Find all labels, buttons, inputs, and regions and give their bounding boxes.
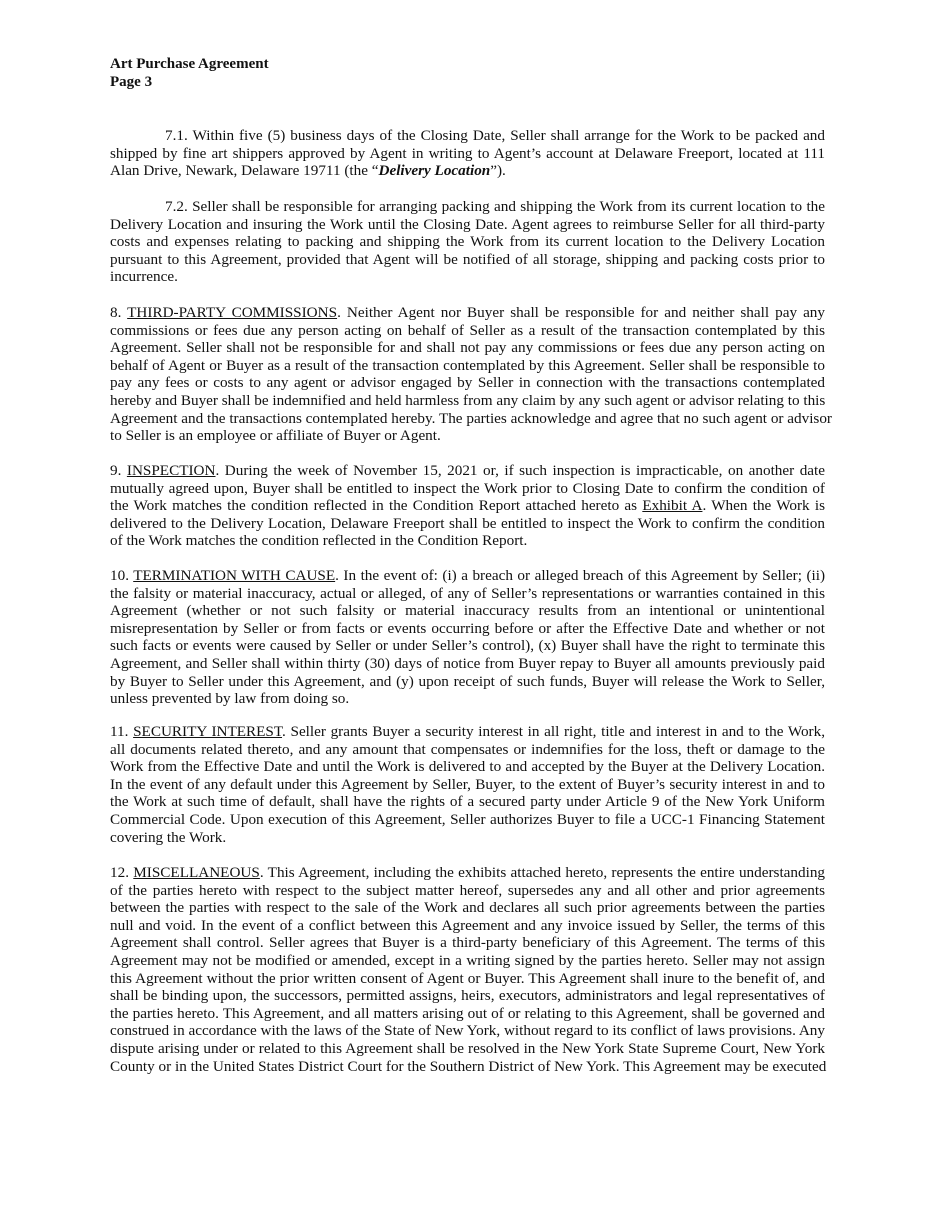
text-line xyxy=(110,602,825,620)
text-run: 8. xyxy=(110,304,128,321)
text-line xyxy=(110,322,825,340)
text-run: 10. xyxy=(110,567,134,584)
text-run: to Seller is an employee or affiliate of Buyer or Agent. xyxy=(110,427,441,445)
text-run: misrepresentation by Seller or from facts or events occurring before or after the Effective Date and whether or not xyxy=(110,619,825,637)
text-run: of the Work matches the condition reflected in the Condition Report. xyxy=(110,532,528,550)
section-7-1 xyxy=(110,127,825,180)
section-heading: SECURITY INTEREST xyxy=(133,723,283,740)
text-run: between the parties with respect to the sale of the Work and declares all such prior agreements between the parties xyxy=(110,899,825,917)
section-11 xyxy=(110,723,825,846)
text-line xyxy=(110,268,825,286)
text-run: . Neither Agent nor Buyer shall be responsible for and neither shall pay any xyxy=(337,304,825,321)
text-line xyxy=(110,864,825,882)
section-8 xyxy=(110,304,832,445)
text-run: . Seller grants Buyer a security interest in all right, title and interest in and to the Work, xyxy=(282,723,825,740)
text-line xyxy=(110,198,825,216)
text-run: all documents related thereto, and any amount that compensates or indemnifies for the loss, theft or damage to the xyxy=(110,740,825,758)
text-line xyxy=(110,1022,825,1040)
text-run: delivered to the Delivery Location, Delaware Freeport shall be entitled to inspect the Work to confirm the condition xyxy=(110,514,825,532)
text-run: Work from the Effective Date and until the Work is delivered to and accepted by the Buyer at the Delivery Location. xyxy=(110,758,825,776)
text-run: commissions or fees due any person acting on behalf of Seller as a result of the transaction contemplated by this xyxy=(110,321,825,339)
text-run: the Work at such time of default, shall have the rights of a secured party under Article 9 of the New York Uniform xyxy=(110,793,825,811)
text-run: 12. xyxy=(110,864,134,881)
text-run: the Work matches the condition reflected in the Condition Report attached hereto as xyxy=(110,497,643,515)
text-run: pay any fees or costs to any agent or advisor engaged by Seller in connection with the transactions contemplated xyxy=(110,374,825,392)
text-run: Delivery Location and insuring the Work until the Closing Date. Agent agrees to reimburse Seller for all third-party xyxy=(110,215,825,233)
text-run: null and void. In the event of a conflict between this Agreement and any invoice issued by Seller, the terms of this xyxy=(110,916,825,934)
section-heading: THIRD-PARTY COMMISSIONS xyxy=(127,304,338,321)
text-run: costs and expenses relating to packing and shipping the Work from its current location to the Delivery Location xyxy=(110,233,825,251)
text-run: 7.2. Seller shall be responsible for arranging packing and shipping the Work from its current location to the xyxy=(165,198,825,215)
text-line xyxy=(110,637,825,655)
text-line xyxy=(110,392,825,410)
text-run: hereby and Buyer shall be indemnified and held harmless from any claim by any such agent or advisor relating to this xyxy=(110,391,826,409)
text-line xyxy=(110,532,825,550)
text-line xyxy=(110,145,825,163)
text-run: Agreement, and Seller shall within thirty (30) days of notice from Buyer repay to Buyer all amounts previously paid xyxy=(110,654,825,672)
text-line xyxy=(110,497,825,515)
text-line xyxy=(110,162,825,180)
text-line xyxy=(110,882,825,900)
text-run: shipped by fine art shippers approved by Agent in writing to Agent’s account at Delaware Freeport, located at 111 xyxy=(110,144,825,162)
text-line xyxy=(110,427,825,445)
text-run: . When the Work is xyxy=(702,497,825,515)
text-run: Alan Drive, Newark, Delaware 19711 (the “ xyxy=(110,162,379,180)
text-line xyxy=(110,1040,825,1058)
text-line xyxy=(110,339,825,357)
text-line xyxy=(110,1005,825,1023)
text-line xyxy=(110,917,825,935)
text-line xyxy=(110,374,825,392)
section-heading: TERMINATION WITH CAUSE xyxy=(133,567,336,584)
section-7-2 xyxy=(110,198,825,286)
section-heading: MISCELLANEOUS xyxy=(133,864,260,881)
text-line xyxy=(110,829,825,847)
section-10 xyxy=(110,567,825,708)
text-run: Commercial Code. Upon execution of this Agreement, Seller authorizes Buyer to file a UCC-1 Financing Statement xyxy=(110,810,825,828)
text-run: unless prevented by law from doing so. xyxy=(110,690,350,708)
text-line xyxy=(110,480,825,498)
text-line xyxy=(110,952,825,970)
text-run: construed in accordance with the laws of the State of New York, without regard to its conflict of laws provisions. Any xyxy=(110,1022,825,1040)
text-line xyxy=(110,216,825,234)
document-title: Art Purchase Agreement xyxy=(110,56,269,72)
text-run: pursuant to this Agreement, provided that Agent will be notified of all storage, shipping and packing costs prior to xyxy=(110,250,825,268)
text-line xyxy=(110,723,825,741)
text-line xyxy=(110,620,825,638)
text-line xyxy=(110,233,825,251)
text-line xyxy=(110,673,825,691)
text-run: 9. xyxy=(110,462,127,479)
text-line xyxy=(110,741,825,759)
text-run: the parties hereto. This Agreement, and all matters arising out of or relating to this Agreement, shall be governed and xyxy=(110,1004,825,1022)
text-run: mutually agreed upon, Buyer shall be entitled to inspect the Work prior to Closing Date to confirm the condition of xyxy=(110,479,825,497)
text-run: Agreement (whether or not such falsity or material inaccuracy results from an intentional or unintentional xyxy=(110,602,825,620)
text-line xyxy=(110,409,832,428)
text-run: behalf of Agent or Buyer as a result of the transaction contemplated by this Agreement. Seller shall be responsible to xyxy=(110,356,825,374)
text-line xyxy=(110,987,825,1005)
text-run: Agreement shall control. Seller agrees that Buyer is a third-party beneficiary of this Agreement. The terms of this xyxy=(110,934,825,952)
text-line xyxy=(110,811,825,829)
text-line xyxy=(110,304,825,322)
section-heading: INSPECTION xyxy=(126,462,216,479)
text-line xyxy=(110,934,825,952)
text-run: 11. xyxy=(110,723,134,740)
text-run: the falsity or material inaccuracy, actual or alleged, of any of Seller’s representations or warranties contained in this xyxy=(110,584,825,602)
text-line xyxy=(110,585,825,603)
text-line xyxy=(110,690,825,708)
text-run: covering the Work. xyxy=(110,828,227,846)
text-run: shall be binding upon, the successors, permitted assigns, heirs, executors, administrators and legal representatives of xyxy=(110,987,825,1005)
text-run: of the parties hereto with respect to the subject matter hereof, supersedes any and all other and prior agreements xyxy=(110,881,825,899)
section-9 xyxy=(110,462,825,550)
text-run: this Agreement without the prior written consent of Agent or Buyer. This Agreement shall inure to the benefit of, and xyxy=(110,969,825,987)
text-run: by Buyer to Seller under this Agreement, and (y) upon receipt of such funds, Buyer will release the Work to Seller, xyxy=(110,672,825,690)
text-run: Agreement. Seller shall not be responsible for and shall not pay any commissions or fees due any person acting on xyxy=(110,339,825,357)
text-line xyxy=(110,1058,825,1076)
text-line xyxy=(110,758,825,776)
text-line xyxy=(110,655,825,673)
text-line xyxy=(110,970,825,988)
defined-term: Delivery Location xyxy=(378,162,491,180)
text-line xyxy=(110,251,825,269)
section-heading: Exhibit A xyxy=(642,497,703,515)
text-line xyxy=(110,793,825,811)
text-line xyxy=(110,357,825,375)
text-run: Agreement and the transactions contemplated hereby. The parties acknowledge and agree that no such agent or advisor xyxy=(110,409,832,427)
text-run: . This Agreement, including the exhibits attached hereto, represents the entire understanding xyxy=(259,864,826,881)
text-run: . In the event of: (i) a breach or alleged breach of this Agreement by Seller; (ii) xyxy=(335,567,825,584)
text-line xyxy=(110,567,825,585)
text-line xyxy=(110,899,825,917)
section-12 xyxy=(110,864,825,1075)
text-run: ”). xyxy=(490,162,506,180)
page-number: Page 3 xyxy=(110,74,153,90)
text-run: incurrence. xyxy=(110,268,178,286)
text-run: County or in the United States District Court for the Southern District of New York. This Agreement may be executed xyxy=(110,1057,827,1075)
text-run: Agreement may not be modified or amended, except in a writing signed by the parties hereto. Seller may not assign xyxy=(110,951,825,969)
text-line xyxy=(110,127,825,145)
text-line xyxy=(110,462,825,480)
text-line xyxy=(110,776,825,794)
text-line xyxy=(110,515,825,533)
text-run: such facts or events were caused by Seller or under Seller’s control), (x) Buyer shall have the right to terminate this xyxy=(110,637,825,655)
text-run: 7.1. Within five (5) business days of the Closing Date, Seller shall arrange for the Work to be packed and xyxy=(165,127,825,144)
text-run: In the event of any default under this Agreement by Seller, Buyer, to the extent of Buyer’s security interest in and to xyxy=(110,775,825,793)
text-run: dispute arising under or related to this Agreement shall be resolved in the New York State Supreme Court, New York xyxy=(110,1039,825,1057)
text-run: . During the week of November 15, 2021 or, if such inspection is impracticable, on another date xyxy=(215,462,825,479)
